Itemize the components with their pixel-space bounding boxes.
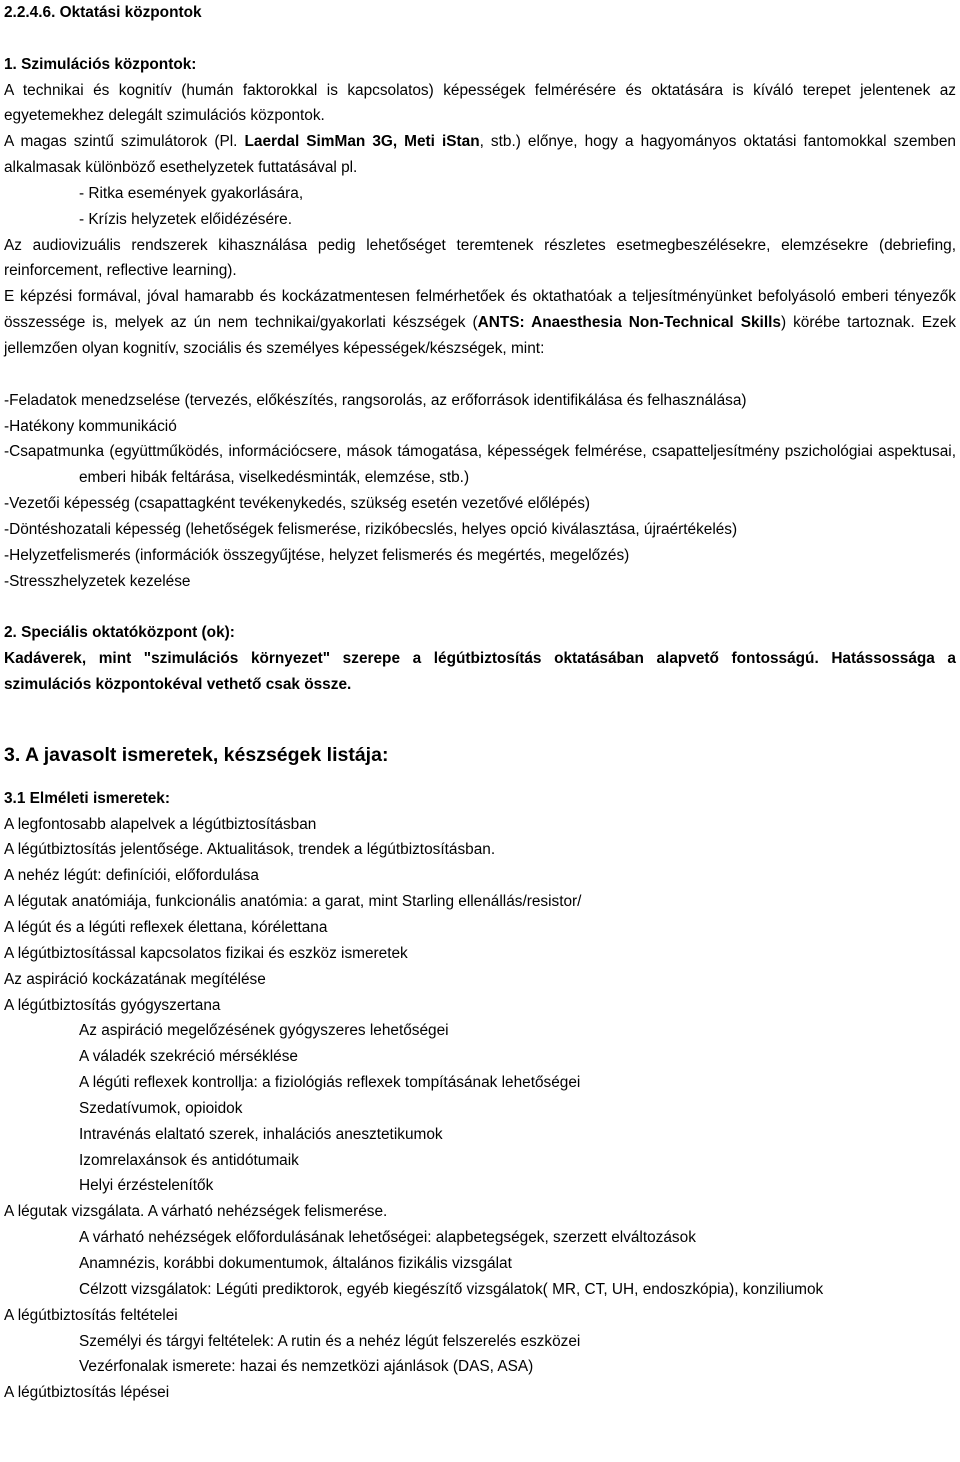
- theory-item: A légútbiztosítás feltételei: [4, 1306, 178, 1324]
- sim-p2-part-b: , stb.) előnye, hogy a hagyományos oktatási fantomokkal szemben alkalmasak különböző esethelyzetek futtatásával pl.: [4, 133, 956, 177]
- theory-subitem: Személyi és tárgyi feltételek: A rutin és a nehéz légút felszerelés eszközei: [79, 1332, 581, 1350]
- theory-subitem: Intravénás elaltató szerek, inhalációs anesztetikumok: [79, 1125, 443, 1143]
- sim-paragraph-1: A technikai és kognitív (humán faktorokkal is kapcsolatos) képességek felmérésére és oktatására is kíváló terepet jelentenek az egyetemekhez delegált szimulációs központok.: [4, 81, 956, 125]
- special-center-title: 2. Speciális oktatóközpont (ok):: [4, 624, 235, 642]
- sim-p4-part-a: E képzési formával, jóval hamarabb és kockázatmentesen felmérhetőek és oktathatóak a teljesítményünket befolyásoló emberi tényezők összessége is, melyek az ún nem technikai/gyakorlati készségek (: [4, 288, 956, 332]
- theory-subitem: Vezérfonalak ismerete: hazai és nemzetközi ajánlások (DAS, ASA): [79, 1358, 534, 1376]
- theory-subitem: Anamnézis, korábbi dokumentumok, általános fizikális vizsgálat: [79, 1254, 512, 1272]
- skill-item: -Hatékony kommunikáció: [4, 417, 177, 435]
- theory-subitem: A váladék szekréció mérséklése: [79, 1048, 298, 1066]
- theory-subitem: Izomrelaxánsok és antidótumaik: [79, 1151, 299, 1169]
- theory-title: 3.1 Elméleti ismeretek:: [4, 789, 170, 807]
- skill-item: -Csapatmunka (együttműködés, információcsere, mások támogatása, képességek felmérése, csapatteljesítmény pszichológiai aspektusai, emberi hibák feltárása, viselkedésminták, elemzése, stb.): [4, 443, 956, 487]
- spacer: [4, 362, 956, 388]
- skill-item: -Döntéshozatali képesség (lehetőségek felismerése, rizikóbecslés, helyes opció kiválasztása, újraértékelés): [4, 520, 738, 538]
- theory-item: A légútbiztosítás gyógyszertana: [4, 996, 221, 1014]
- theory-item: A légútbiztosítás jelentősége. Aktualitások, trendek a légútbiztosításban.: [4, 841, 496, 859]
- theory-subitem: Helyi érzéstelenítők: [79, 1177, 214, 1195]
- skill-item: -Stresszhelyzetek kezelése: [4, 572, 191, 590]
- theory-item: Az aspiráció kockázatának megítélése: [4, 970, 266, 988]
- theory-subitem: Szedatívumok, opioidok: [79, 1099, 243, 1117]
- theory-item: A légútbiztosítás lépései: [4, 1384, 170, 1402]
- sim-p4-part-b: ) körébe tartoznak. Ezek jellemzően olyan kognitív, szociális és személyes képességek/készségek, mint:: [4, 314, 957, 357]
- sim-paragraph-2: [4, 129, 956, 181]
- sim-paragraph-4: [4, 284, 956, 362]
- sim-bullet-2: - Krízis helyzetek előidézésére.: [79, 210, 292, 228]
- theory-subitem: A légúti reflexek kontrollja: a fiziológiás reflexek tompításának lehetőségei: [79, 1074, 581, 1092]
- theory-subitem: Célzott vizsgálatok: Légúti prediktorok, egyéb kiegészítő vizsgálatok( MR, CT, UH, endoszkópia), konziliumok: [79, 1280, 824, 1298]
- ants-term: ANTS: Anaesthesia Non-Technical Skills: [477, 314, 781, 332]
- theory-subitem: Az aspiráció megelőzésének gyógyszeres lehetőségei: [79, 1022, 449, 1040]
- simulator-names: Laerdal SimMan 3G, Meti iStan: [244, 133, 480, 151]
- spacer: [4, 26, 956, 52]
- skill-item: -Vezetői képesség (csapattagként tevékenykedés, szükség esetén vezetővé előlépés): [4, 495, 591, 513]
- sim-p2-part-a: A magas szintű szimulátorok (Pl.: [4, 133, 245, 151]
- theory-item: A legfontosabb alapelvek a légútbiztosításban: [4, 815, 317, 833]
- skill-item: -Helyzetfelismerés (információk összegyűjtése, helyzet felismerés és megértés, megelőzés): [4, 546, 630, 564]
- theory-item: A légút és a légúti reflexek élettana, kórélettana: [4, 919, 328, 936]
- section-heading: 2.2.4.6. Oktatási központok: [4, 4, 202, 21]
- theory-subitem: A várható nehézségek előfordulásának lehetőségei: alapbetegségek, szerzett elváltozások: [79, 1229, 696, 1247]
- spacer: [4, 698, 956, 740]
- sim-paragraph-3: Az audiovizuális rendszerek kihasználása pedig lehetőséget teremtenek részletes esetmegbeszélésekre, elemzésekre (debriefing, reinforcement, reflective learning).: [4, 236, 956, 280]
- skill-item: -Feladatok menedzselése (tervezés, előkészítés, rangsorolás, az erőforrások identifikálása és felhasználása): [4, 391, 747, 409]
- theory-list: [4, 812, 956, 1406]
- skills-list-title: 3. A javasolt ismeretek, készségek listája:: [4, 743, 389, 766]
- sim-bullet-1: - Ritka események gyakorlására,: [79, 184, 304, 202]
- spacer: [4, 594, 956, 620]
- theory-item: A légútbiztosítással kapcsolatos fizikai és eszköz ismeretek: [4, 944, 408, 962]
- theory-item: A légutak anatómiája, funkcionális anatómia: a garat, mint Starling ellenállás/resistor/: [4, 893, 582, 911]
- theory-item: A nehéz légút: definíciói, előfordulása: [4, 867, 259, 885]
- sim-center-title: 1. Szimulációs központok:: [4, 55, 197, 73]
- theory-item: A légutak vizsgálata. A várható nehézségek felismerése.: [4, 1203, 388, 1221]
- special-center-text: Kadáverek, mint "szimulációs környezet" szerepe a légútbiztosítás oktatásában alapvető fontosságú. Hatássossága a szimulációs központokéval vethető csak össze.: [4, 650, 956, 693]
